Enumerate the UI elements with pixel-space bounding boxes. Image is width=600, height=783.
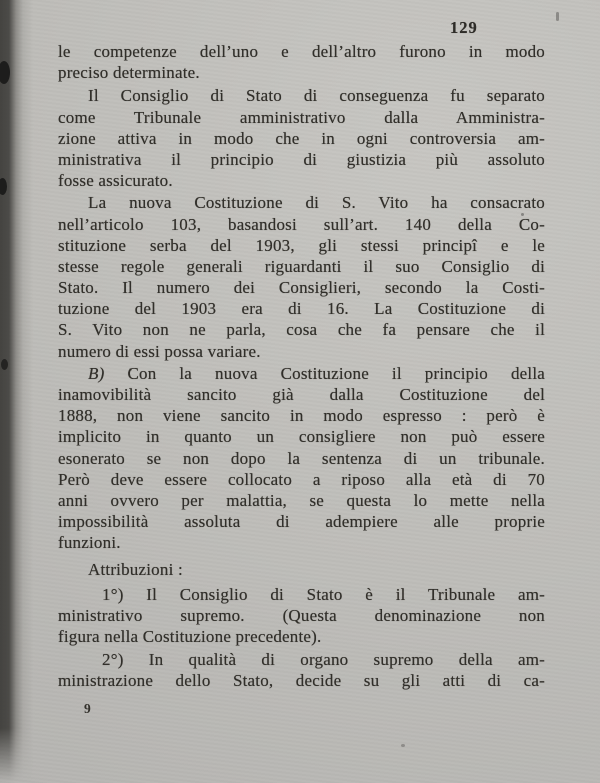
text-line: 1°) Il Consiglio di Stato è il Tribunale am- <box>102 584 545 604</box>
text-line: anni ovvero per malattia, se questa lo mette nella <box>58 490 545 510</box>
text-line: preciso determinate. <box>58 63 200 83</box>
ink-speck <box>556 12 559 21</box>
text-line: le competenze dell’uno e dell’altro furono in modo <box>58 42 545 61</box>
signature-mark: 9 <box>84 701 91 716</box>
text-line: S. Vito non ne parla, cosa che fa pensare che il <box>58 320 545 340</box>
text-line: stituzione serba del 1903, gli stessi principî e le <box>58 235 545 255</box>
text-line: La nuova Costituzione di S. Vito ha consacrato <box>88 193 545 213</box>
text-line: ministrativo supremo. (Questa denominazione non <box>58 605 545 625</box>
text-line: 2°) In qualità di organo supremo della am- <box>102 650 545 670</box>
text-line: come Tribunale amministrativo dalla Amministra- <box>58 107 545 127</box>
text-line: nell’articolo 103, basandosi sull’art. 140 della Co- <box>58 214 545 234</box>
binding-gutter-shadow <box>0 0 36 783</box>
text-line: stesse regole generali riguardanti il suo Consiglio di <box>58 256 545 276</box>
text-line: zione attiva in modo che in ogni controversia am- <box>58 128 545 148</box>
italic-list-letter: B) <box>88 363 105 383</box>
text-line: implicito in quanto un consigliere non può essere <box>58 427 545 447</box>
page-number: 129 <box>450 18 478 37</box>
text-line: figura nella Costituzione precedente). <box>58 627 322 647</box>
text-line: fosse assicurato. <box>58 171 173 191</box>
text-line: impossibilità assoluta di adempiere alle proprie <box>58 512 545 532</box>
section-heading-line: Attribuzioni : <box>88 559 183 579</box>
text-line: 1888, non viene sancito in modo espresso : però è <box>58 406 545 426</box>
text-line-fragment: Con la nuova Costituzione il principio della <box>127 363 545 383</box>
text-line: tuzione del 1903 era di 16. La Costituzione di <box>58 299 545 319</box>
ink-speck <box>401 744 405 747</box>
text-line: inamovibilità sancito già dalla Costituzione del <box>58 385 545 404</box>
ink-blob <box>1 359 8 370</box>
text-line: numero di essi possa variare. <box>58 341 261 361</box>
text-line: Stato. Il numero dei Consiglieri, secondo la Costi- <box>58 278 545 298</box>
text-line: Però deve essere collocato a riposo alla età di 70 <box>58 469 545 489</box>
text-line: funzioni. <box>58 533 121 553</box>
text-line: ministrazione dello Stato, decide su gli atti di ca- <box>58 671 545 691</box>
text-line: esonerato se non dopo la sentenza di un tribunale. <box>58 448 545 468</box>
text-line: Il Consiglio di Stato di conseguenza fu separato <box>88 86 545 106</box>
text-line: ministrativa il principio di giustizia più assoluto <box>58 149 545 169</box>
body-text <box>58 41 545 692</box>
text-line <box>58 363 545 384</box>
